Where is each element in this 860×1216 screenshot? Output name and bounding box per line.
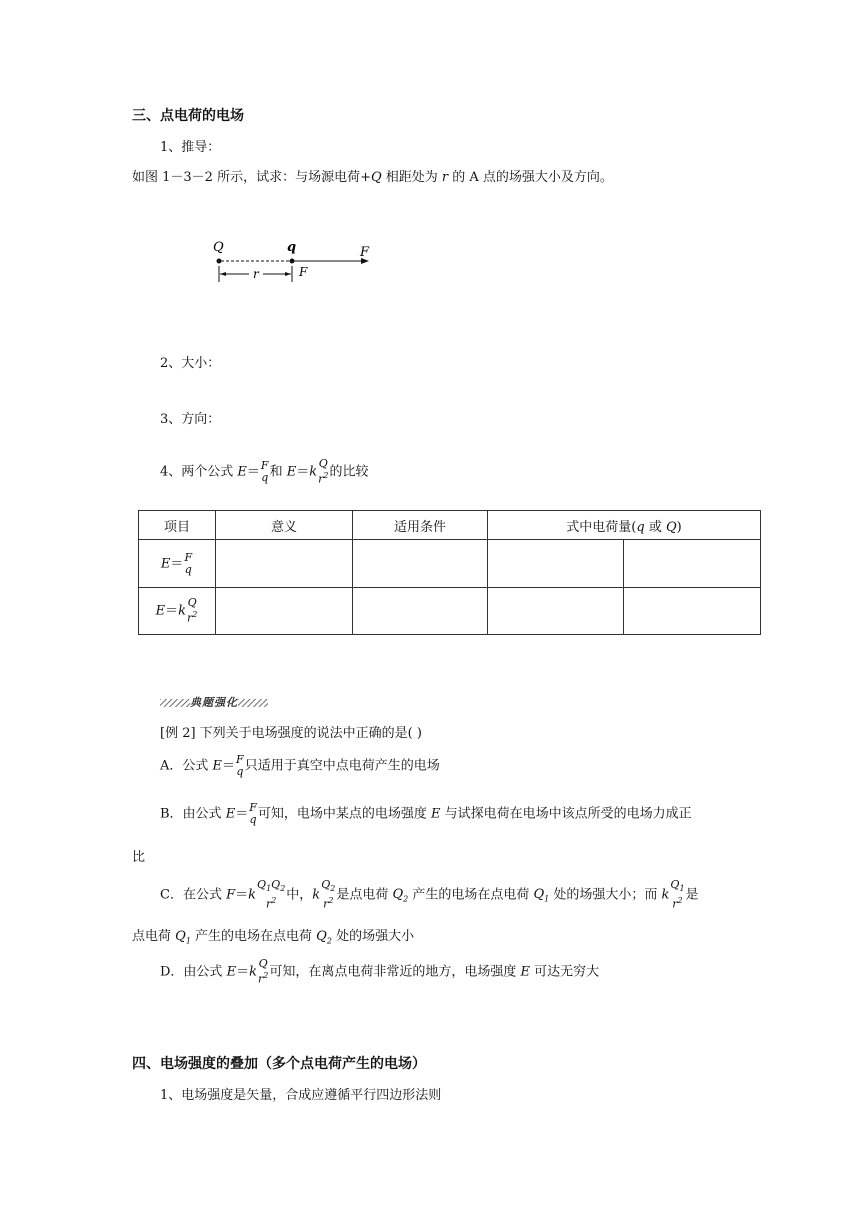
dim-arrow-left (220, 272, 226, 276)
row-label-E-kQ-r2 (139, 588, 216, 635)
header-charge-a: 式中电荷量( (566, 519, 637, 535)
option-c-text-e: 处的场强大小；而 (549, 887, 662, 903)
option-b-text-a: B．由公式 (160, 806, 226, 822)
derive-text-a: 如图 1－3－2 所示，试求：与场源电荷+ (132, 170, 371, 185)
sym-eq: ＝ (236, 964, 250, 980)
option-d-text-c: 可达无穷大 (529, 964, 600, 980)
sym-eq: ＝ (235, 806, 249, 822)
sym-k: k (309, 464, 318, 480)
section-heading-3: 三、点电荷的电场 (132, 108, 244, 124)
sym-E: E (225, 806, 236, 822)
option-c-text-a: C．在公式 (160, 887, 227, 903)
header-charge-Q: Q (665, 519, 677, 535)
sym-Q1: $Q_1$ (533, 887, 550, 905)
table-cell (353, 540, 488, 588)
sym-eq: ＝ (165, 603, 179, 619)
fig-label-F-bottom: F (299, 265, 308, 279)
frac-sq: 2 (192, 610, 198, 620)
option-c-text-b: 中， (286, 887, 313, 903)
table-cell (624, 588, 761, 635)
option-b-cont: 比 (132, 850, 146, 865)
header-meaning: 意义 (216, 511, 353, 540)
option-c-text-d: 产生的电场在点电荷 (408, 887, 534, 903)
table-cell (216, 540, 353, 588)
sym-Q2: $Q_2$ (316, 929, 332, 946)
fraction-Q2-over-r2 (321, 879, 335, 911)
header-charge (488, 511, 761, 540)
option-d-text-a: D．由公式 (160, 964, 227, 980)
sym-E: E (212, 758, 223, 774)
item4-text-c: 的比较 (329, 464, 369, 480)
frac-num: Q (318, 457, 328, 470)
option-d-text-b: 可知，在离点电荷非常近的地方，电场强度 (269, 964, 521, 980)
fig-label-q: q (287, 240, 297, 255)
fig-label-Q: Q (213, 240, 224, 255)
sym-E: E (430, 806, 441, 822)
fraction-F-over-q (184, 552, 192, 576)
fraction-Q-over-r2 (318, 458, 328, 486)
section-heading-4: 四、电场强度的叠加（多个点电荷产生的电场） (132, 1056, 426, 1072)
option-a (160, 754, 440, 778)
frac-den: q (236, 765, 244, 778)
sym-eq: ＝ (296, 464, 310, 480)
frac-num: Q (187, 596, 197, 610)
item4-text-b: 和 (269, 464, 287, 480)
item-direction: 3、方向： (160, 412, 221, 427)
fraction-Q1Q2-over-r2 (257, 879, 285, 911)
symbol-r: r (441, 170, 449, 185)
frac-num: $Q_1Q_2$ (257, 878, 286, 894)
example-banner (160, 694, 268, 710)
sym-E: E (237, 464, 247, 480)
section4-item1: 1、电场强度是矢量，合成应遵循平行四边形法则 (160, 1088, 442, 1103)
hatch-left (160, 699, 190, 707)
fraction-Q-over-r2 (258, 958, 268, 986)
frac-r: r (187, 611, 193, 625)
frac-num: F (260, 458, 269, 472)
sym-eq: ＝ (235, 887, 249, 903)
row-label-E-F-q (139, 540, 216, 588)
banner-text: 典题强化 (190, 696, 238, 709)
charge-Q-dot (217, 259, 222, 264)
frac-den: $r^2$ (257, 971, 269, 986)
option-c-text-g: 点电荷 (132, 929, 176, 944)
sym-eq: ＝ (246, 464, 260, 480)
frac-den (318, 470, 328, 486)
charge-force-figure (205, 236, 405, 296)
sym-eq: ＝ (170, 556, 184, 571)
header-charge-b: 或 (644, 519, 666, 535)
sym-E: E (226, 964, 237, 980)
fraction-Q-over-r2 (187, 597, 197, 625)
symbol-Q: Q (370, 170, 382, 185)
option-c (160, 879, 699, 911)
fraction-F-over-q (249, 802, 257, 826)
frac-num: $Q_2$ (321, 878, 336, 894)
header-charge-c: ) (676, 519, 682, 535)
fraction-F-over-q (236, 754, 244, 778)
sym-k: k (661, 887, 670, 903)
sym-F: F (226, 887, 236, 903)
sym-E: E (286, 464, 297, 480)
option-c-text-c: 是点电荷 (336, 887, 393, 903)
frac-den (187, 609, 197, 625)
sym-k: k (249, 964, 257, 980)
frac-den: q (261, 470, 269, 484)
frac-den: q (184, 562, 192, 576)
table-row (139, 540, 761, 588)
table-header-row (139, 511, 761, 540)
option-c-text-i: 处的场强大小 (331, 929, 415, 944)
frac-num: F (184, 550, 193, 564)
table-row (139, 588, 761, 635)
sym-E: E (520, 964, 530, 980)
table-cell (353, 588, 488, 635)
option-a-text-b: 只适用于真空中点电荷产生的电场 (244, 758, 440, 774)
frac-num: $Q_1$ (670, 878, 685, 894)
table-cell (624, 540, 761, 588)
sym-Q1: $Q_1$ (175, 929, 191, 946)
frac-sq: 2 (323, 471, 329, 480)
item-magnitude: 2、大小： (160, 356, 221, 371)
fig-label-F-top: F (360, 245, 370, 260)
option-b-text-b: 可知，电场中某点的电场强度 (257, 806, 431, 822)
frac-den: $r^2$ (672, 896, 683, 911)
derive-text-c: 的 A 点的场强大小及方向。 (448, 170, 613, 185)
table-cell (216, 588, 353, 635)
sym-E: E (155, 603, 166, 619)
frac-num: F (249, 801, 257, 814)
derive-label: 1、推导： (160, 140, 221, 155)
frac-den: q (249, 813, 257, 826)
sym-k: k (178, 603, 187, 619)
sym-k: k (312, 887, 321, 903)
option-c-cont (132, 925, 414, 946)
table-cell (488, 540, 624, 588)
fraction-F-over-q (261, 460, 269, 484)
fig-label-r: r (253, 267, 259, 281)
frac-num: Q (258, 957, 268, 970)
derive-text (132, 166, 613, 185)
charge-q-dot (290, 259, 295, 264)
frac-r: r (318, 472, 324, 486)
option-c-text-f: 是 (685, 887, 699, 903)
option-d (160, 958, 599, 986)
item-compare (160, 458, 368, 486)
option-b (160, 802, 692, 826)
frac-den: $r^2$ (265, 896, 277, 911)
sym-eq: ＝ (222, 758, 236, 774)
option-a-text-a: A．公式 (160, 758, 213, 774)
sym-k: k (248, 887, 257, 903)
header-condition: 适用条件 (353, 511, 488, 540)
option-b-text-c: 与试探电荷在电场中该点所受的电场力成正 (440, 806, 692, 822)
fraction-Q1-over-r2 (670, 879, 684, 911)
header-item: 项目 (139, 511, 216, 540)
sym-E: E (160, 556, 171, 571)
sym-Q2: $Q_2$ (392, 887, 409, 905)
derive-text-b: 相距处为 (381, 170, 442, 185)
option-c-text-h: 产生的电场在点电荷 (190, 929, 317, 944)
frac-den: $r^2$ (323, 896, 334, 911)
table-cell (488, 588, 624, 635)
item4-text-a: 4、两个公式 (160, 464, 238, 480)
comparison-table (138, 510, 761, 635)
header-charge-q: q (636, 519, 645, 535)
frac-num: F (236, 753, 244, 766)
dim-arrow-right (285, 272, 291, 276)
example-stem: [例 2] 下列关于电场强度的说法中正确的是( ) (160, 726, 422, 741)
hatch-right (238, 699, 268, 707)
